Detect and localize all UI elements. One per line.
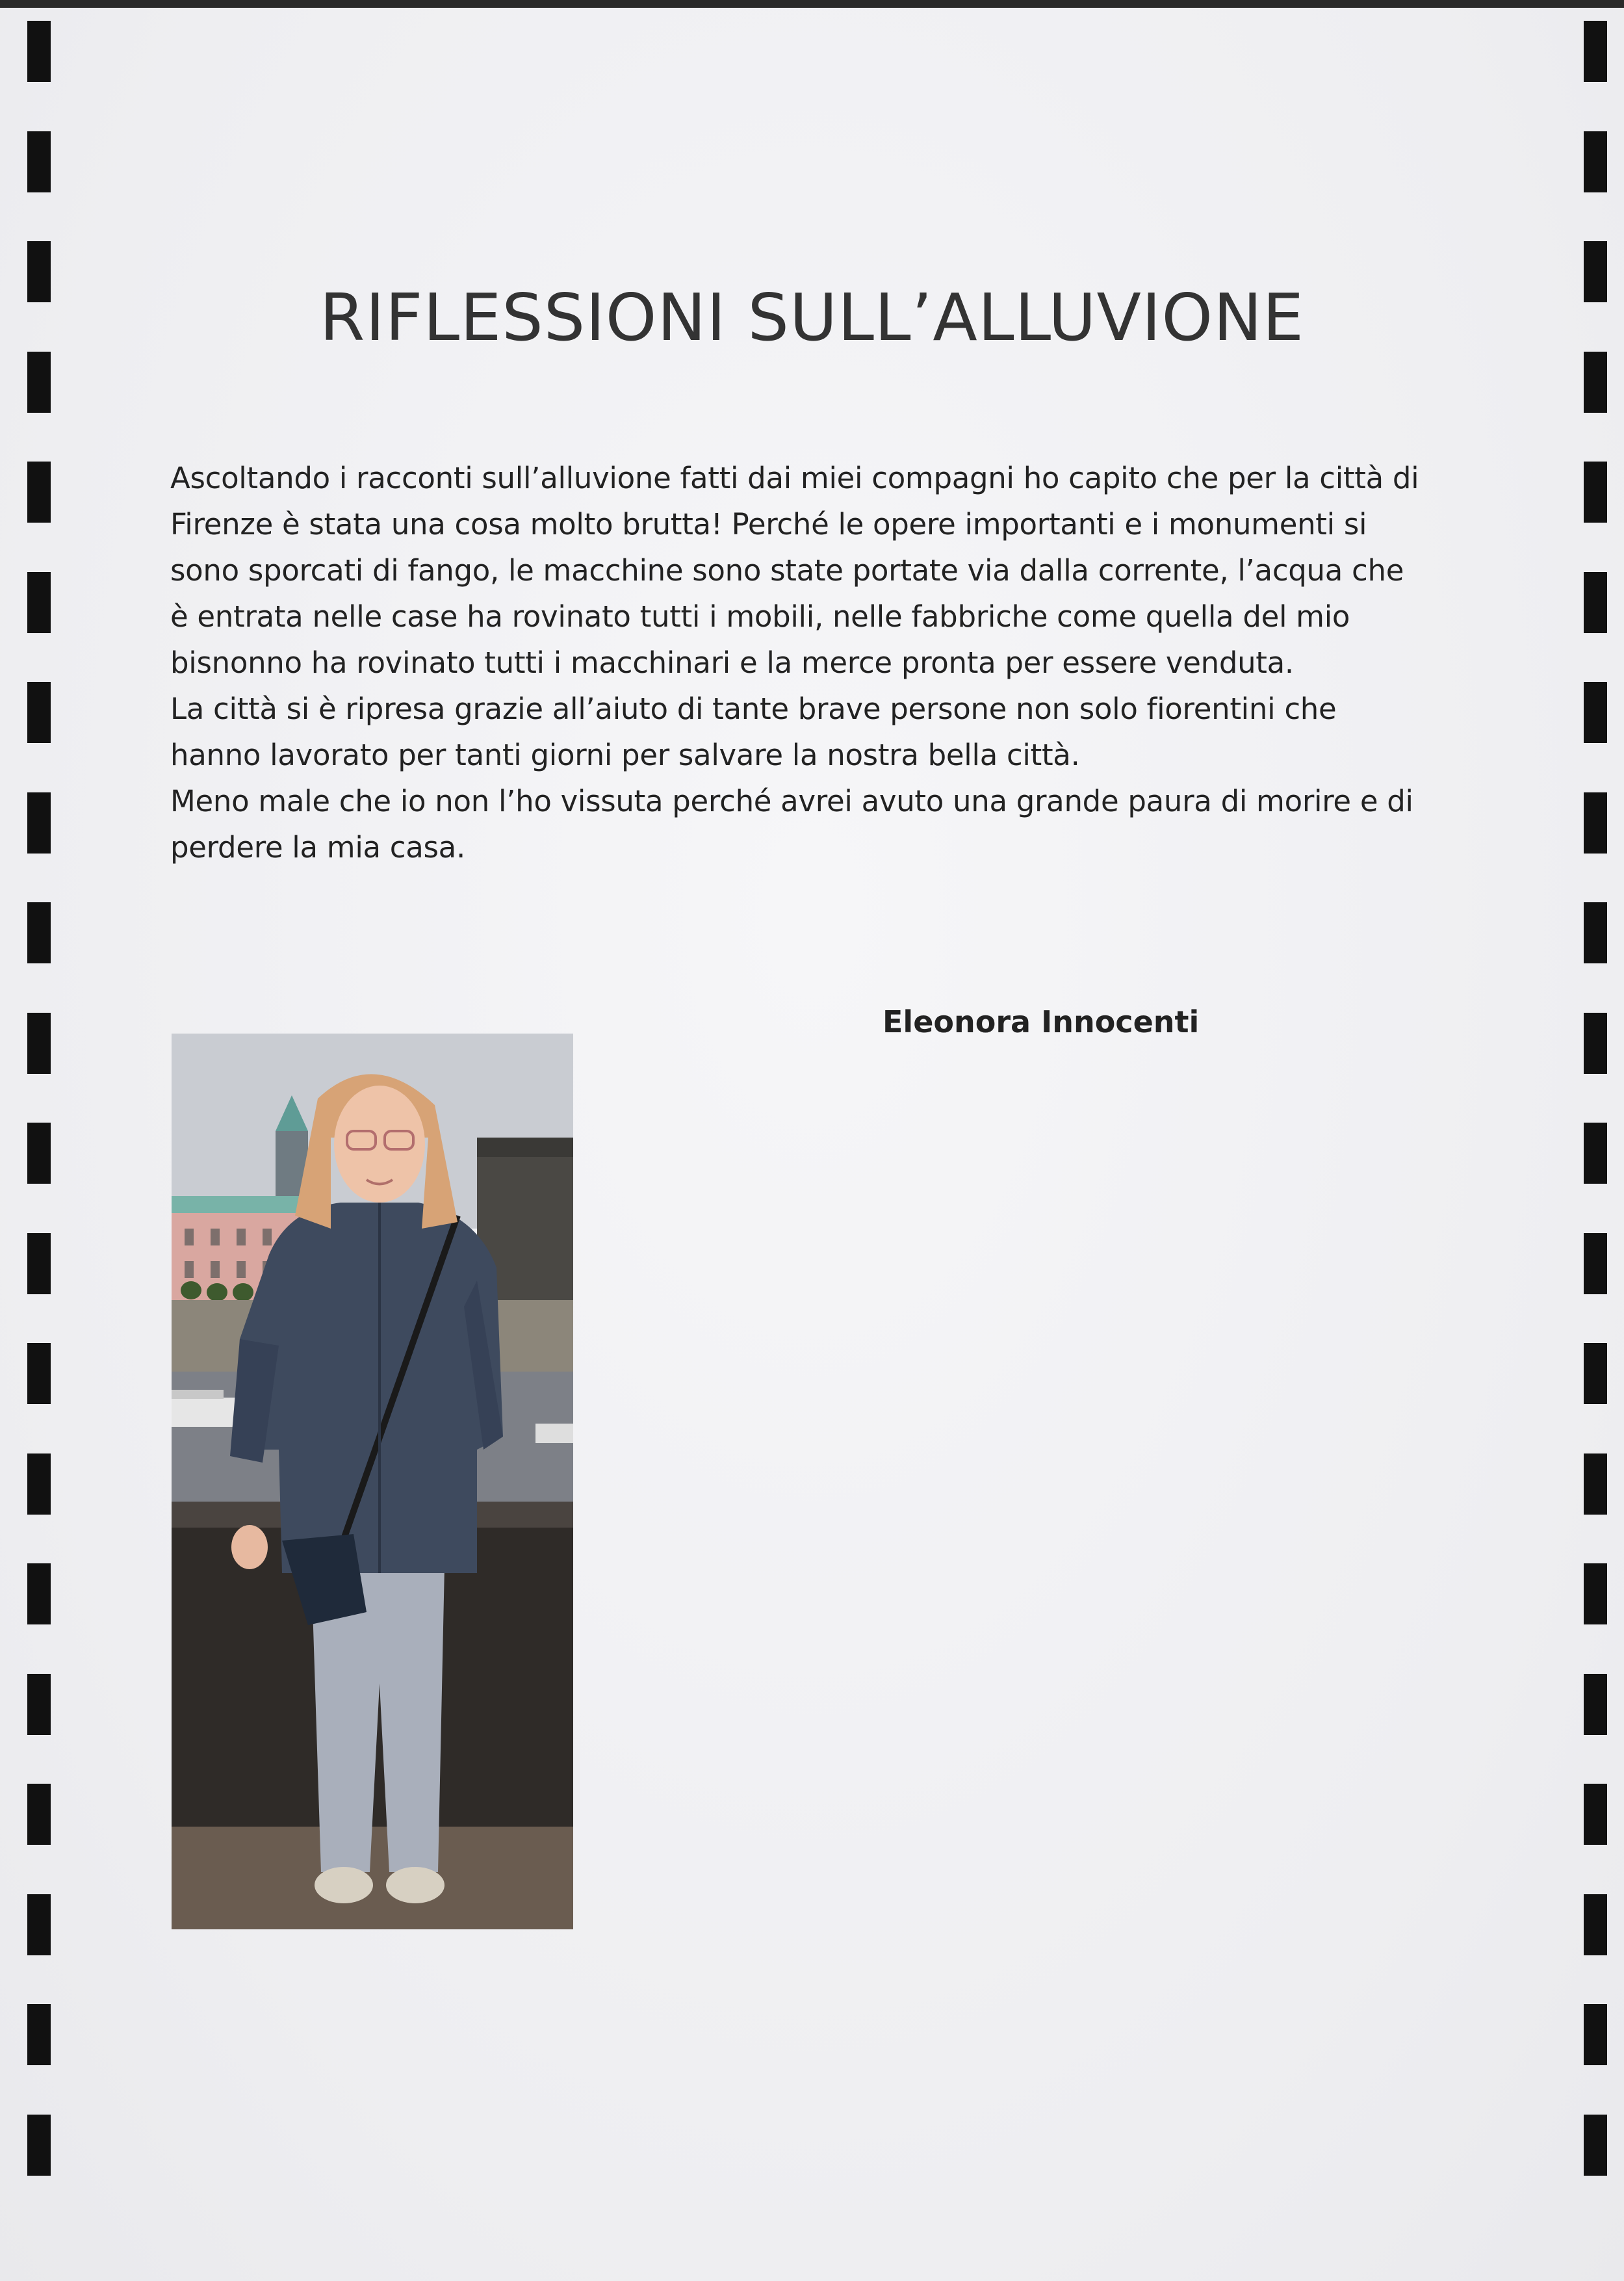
binding-hole	[27, 1674, 51, 1735]
paragraph-line: Meno male che io non l’ho vissuta perché avrei avuto una grande paura di morire e di	[170, 784, 1413, 818]
binding-hole	[1584, 1453, 1607, 1515]
binding-hole	[1584, 2004, 1607, 2065]
binding-hole	[27, 1343, 51, 1404]
binding-hole	[1584, 572, 1607, 633]
binding-hole	[27, 572, 51, 633]
binding-hole	[27, 21, 51, 82]
binding-hole	[27, 682, 51, 743]
binding-hole	[27, 1013, 51, 1074]
binding-hole	[27, 1784, 51, 1845]
binding-hole	[27, 1123, 51, 1184]
student-photo	[172, 1034, 573, 1929]
binding-hole	[1584, 352, 1607, 413]
binding-hole	[1584, 1894, 1607, 1955]
binding-hole	[1584, 1674, 1607, 1735]
scan-top-edge	[0, 0, 1624, 8]
binding-hole	[27, 1563, 51, 1624]
binding-hole	[27, 1453, 51, 1515]
binding-hole	[1584, 682, 1607, 743]
paragraph-line: Ascoltando i racconti sull’alluvione fatti dai miei compagni ho capito che per la città di	[170, 461, 1419, 495]
binding-hole	[1584, 1563, 1607, 1624]
binding-hole	[1584, 21, 1607, 82]
author-name: Eleonora Innocenti	[883, 1004, 1200, 1039]
paragraph-line: La città si è ripresa grazie all’aiuto di tante brave persone non solo fiorentini che	[170, 692, 1337, 726]
binding-hole	[1584, 1343, 1607, 1404]
binding-hole	[27, 1233, 51, 1294]
essay-paragraph	[170, 455, 1489, 870]
binding-hole	[1584, 1123, 1607, 1184]
binding-hole	[1584, 1784, 1607, 1845]
binding-hole	[27, 2115, 51, 2176]
binding-hole	[27, 1894, 51, 1955]
binding-hole	[1584, 792, 1607, 854]
paragraph-line: hanno lavorato per tanti giorni per salvare la nostra bella città.	[170, 738, 1080, 772]
paragraph-line: Firenze è stata una cosa molto brutta! Perché le opere importanti e i monumenti si	[170, 507, 1367, 541]
binding-hole	[27, 792, 51, 854]
page-title: RIFLESSIONI SULL’ALLUVIONE	[319, 280, 1305, 356]
binding-hole	[27, 2004, 51, 2065]
paragraph-line: sono sporcati di fango, le macchine sono state portate via dalla corrente, l’acqua che	[170, 553, 1404, 588]
paragraph-line: bisnonno ha rovinato tutti i macchinari e la merce pronta per essere venduta.	[170, 645, 1294, 680]
binding-hole	[27, 462, 51, 523]
binding-hole	[1584, 462, 1607, 523]
paragraph-line: è entrata nelle case ha rovinato tutti i mobili, nelle fabbriche come quella del mio	[170, 599, 1350, 634]
binding-hole	[27, 131, 51, 192]
binding-hole	[1584, 131, 1607, 192]
binding-hole	[27, 352, 51, 413]
binding-hole	[1584, 1233, 1607, 1294]
binding-hole	[27, 902, 51, 963]
binding-hole	[1584, 2115, 1607, 2176]
binding-hole	[1584, 902, 1607, 963]
binding-hole	[1584, 1013, 1607, 1074]
paragraph-line: perdere la mia casa.	[170, 830, 465, 865]
